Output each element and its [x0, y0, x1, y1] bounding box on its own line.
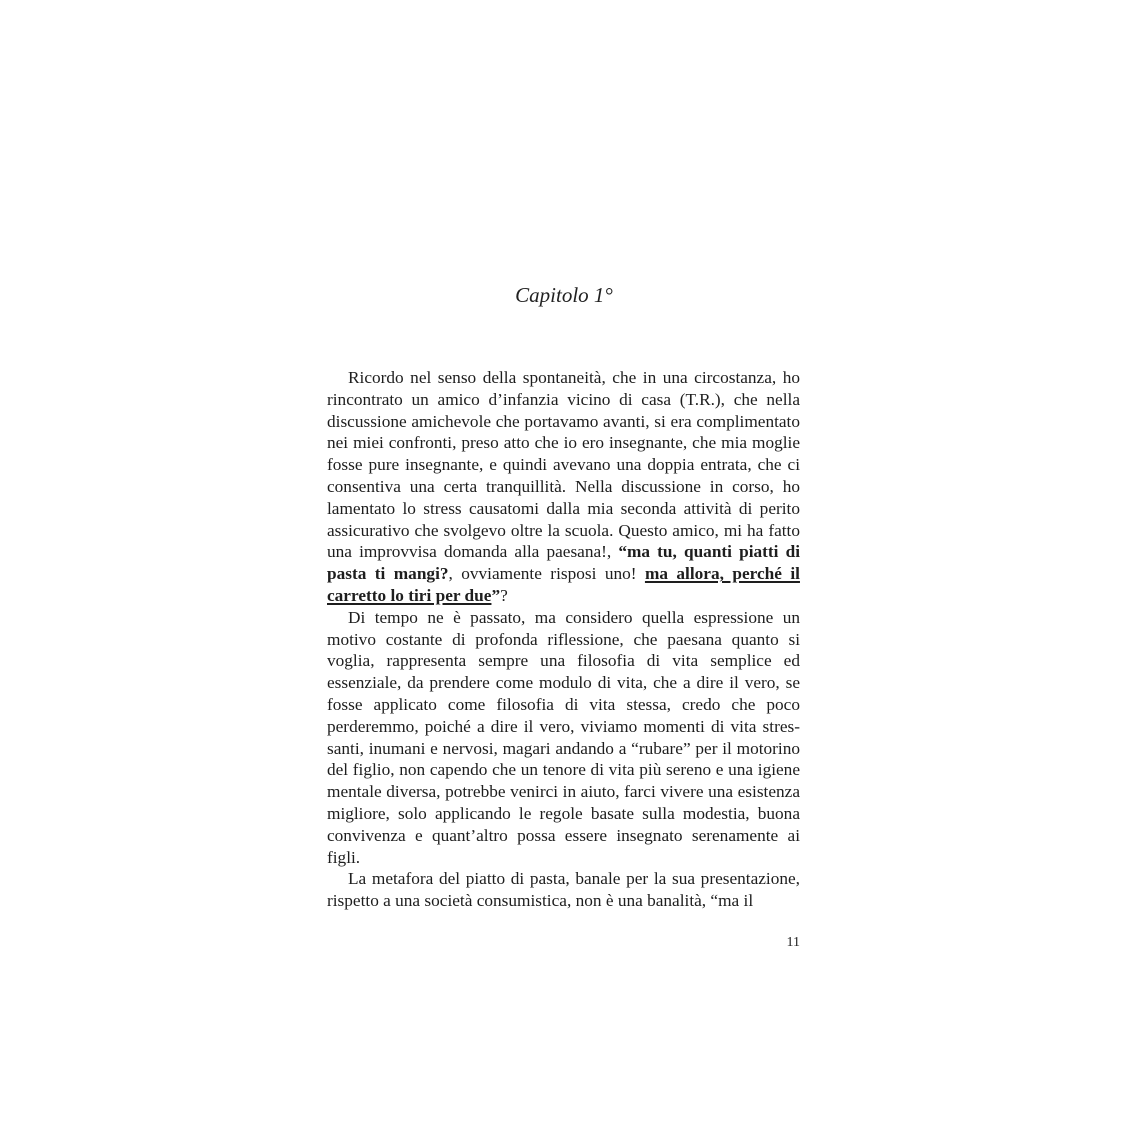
paragraph-2: Di tempo ne è passato, ma considero quella espressione un motivo costante di profonda riflessione, che paesana quanto si voglia, rappresenta sempre una filosofia di vita semplice ed essenziale, da prendere come modulo di vita, che a dire il vero, se fosse applicato come filosofia di vita stessa, credo che poco perderemmo, poiché a dire il vero, viviamo momenti di vita stressanti, inumani e nervosi, magari andando a “rubare” per il motorino del figlio, non capendo che un tenore di vita più sereno e una igiene mentale diversa, potrebbe venirci in aiuto, farci vivere una esistenza migliore, solo applicando le regole basate sulla modestia, buona convivenza e quant’altro possa essere insegnato serenamente ai figli. [327, 607, 800, 867]
bold-underlined-quote: ma allora, perché il carretto lo tiri per due [327, 564, 800, 605]
bold-close-quote: ” [491, 585, 501, 605]
paragraph-3: La metafora del piatto di pasta, banale per la sua presentazione, rispetto a una società consumistica, non è una banalità, “ma il [327, 869, 800, 911]
chapter-title: Capitolo 1° [515, 283, 613, 307]
page-number: 11 [786, 935, 800, 950]
paragraph-1-middle: , ovviamente risposi uno! [448, 564, 645, 584]
paragraph-1-text: Ricordo nel senso della spontaneità, che in una circostanza, ho rincontrato un amico d’infanzia vicino di casa (T.R.), che nella discussione amichevole che portavamo avanti, si era complimentato nei miei confronti, preso atto che io ero insegnante, che mia moglie fosse pure insegnante, e quindi avevano una doppia entrata, che ci consentiva una certa tranquillità. Nella discussione in corso, ho lamentato lo stress causatomi dalla mia seconda attività di perito assicurativo che svolgevo oltre la scuola. Questo amico, mi ha fatto una improvvisa domanda alla paesana!, [327, 368, 800, 562]
bold-quote: “ma tu, quanti piatti di pasta ti mangi? [327, 542, 800, 584]
paragraph-1 [327, 367, 800, 607]
body-text [327, 367, 800, 912]
paragraph-1-end: ? [500, 585, 508, 605]
